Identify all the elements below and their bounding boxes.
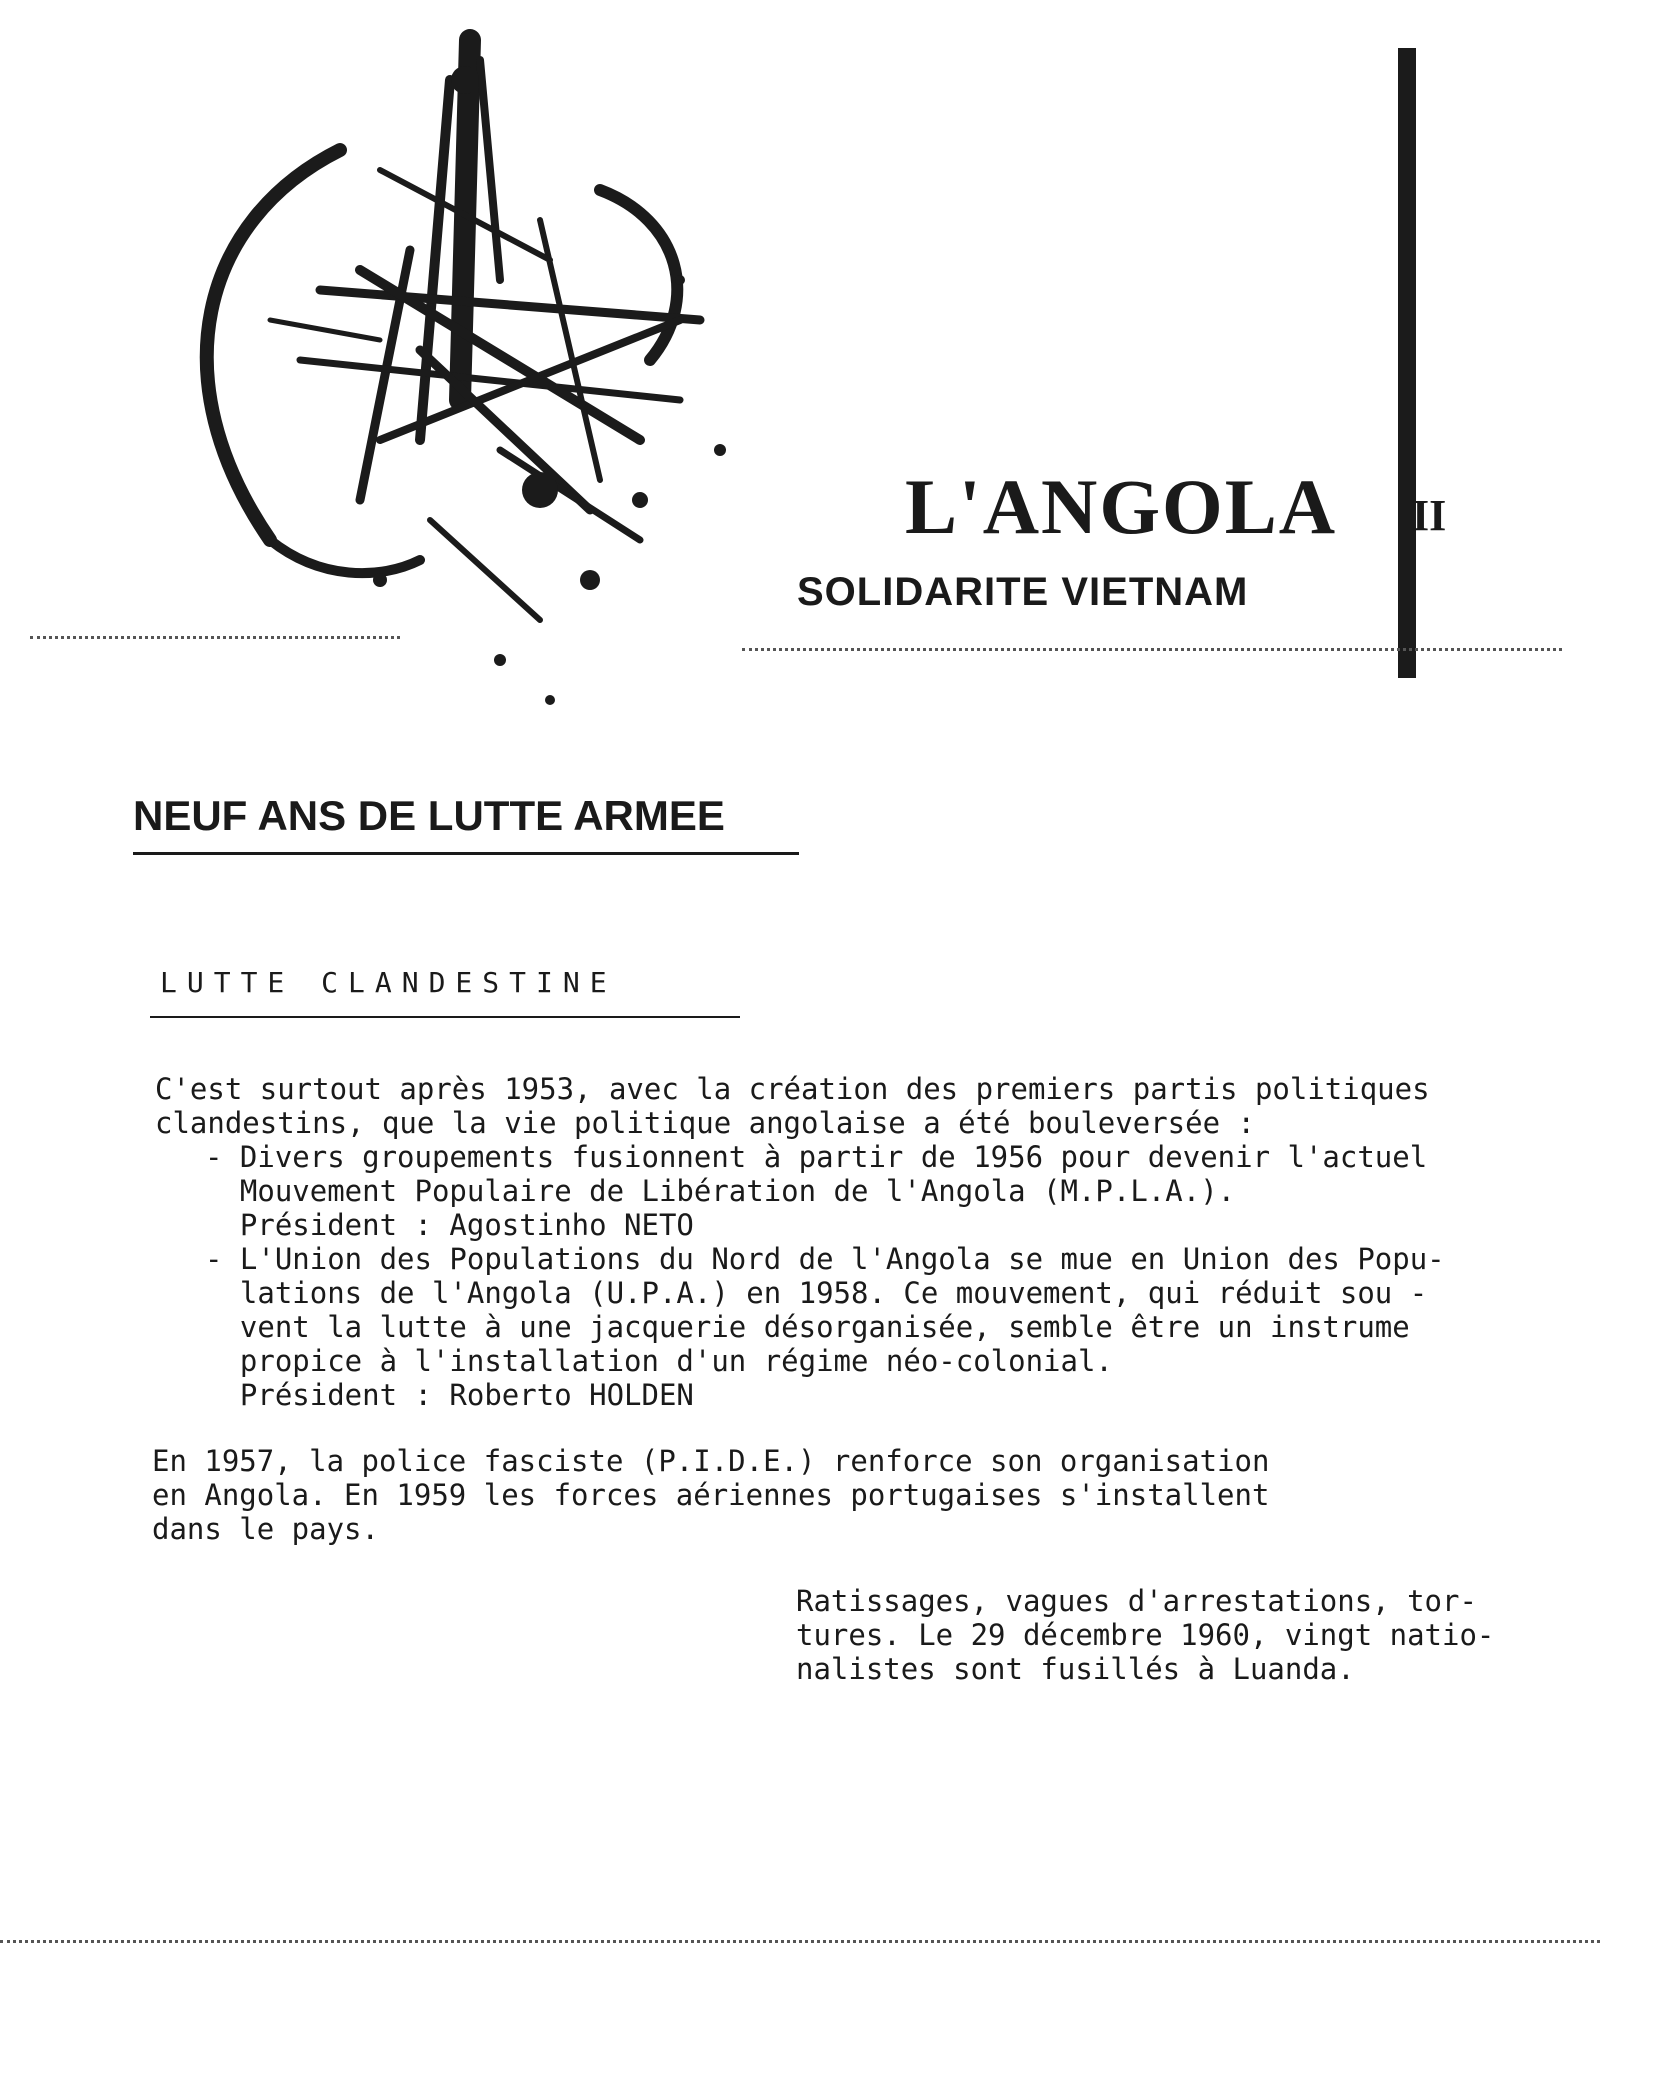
publication-title: L'ANGOLA: [905, 463, 1338, 550]
dotted-divider-left: [30, 636, 400, 639]
article-headline: NEUF ANS DE LUTTE ARMEE: [133, 792, 725, 839]
headline-underline: [133, 852, 799, 855]
paragraph-repression: Ratissages, vagues d'arrestations, tor- tures. Le 29 décembre 1960, vingt natio- nalistes sont fusillés à Luanda.: [796, 1584, 1495, 1686]
bullet-upa: - L'Union des Populations du Nord de l'Angola se mue en Union des Popu- lations de l'Angola (U.P.A.) en 1958. Ce mouvement, qui réduit sou - vent la lutte à une jacquerie désorganisée, semble être un instrume propice à l'installation d'un régime néo-colonial. Président : Roberto HOLDEN: [205, 1242, 1445, 1412]
publication-subtitle: SOLIDARITE VIETNAM: [797, 570, 1249, 614]
section-underline: [150, 1016, 740, 1018]
section-title: LUTTE CLANDESTINE: [160, 966, 617, 999]
ink-drawing-illustration: [120, 20, 820, 740]
issue-number: II: [1412, 491, 1447, 540]
intro-paragraph: C'est surtout après 1953, avec la création des premiers partis politiques clandestins, que la vie politique angolaise a été bouleversée :: [155, 1072, 1430, 1140]
dotted-divider-right: [742, 648, 1562, 651]
paragraph-pide: En 1957, la police fasciste (P.I.D.E.) renforce son organisation en Angola. En 1959 les forces aériennes portugaises s'installent dans le pays.: [152, 1444, 1270, 1546]
dotted-divider-bottom: [0, 1940, 1600, 1943]
vertical-ink-bar: [1398, 48, 1416, 678]
bullet-mpla: - Divers groupements fusionnent à partir de 1956 pour devenir l'actuel Mouvement Populaire de Libération de l'Angola (M.P.L.A.). Président : Agostinho NETO: [205, 1140, 1428, 1242]
